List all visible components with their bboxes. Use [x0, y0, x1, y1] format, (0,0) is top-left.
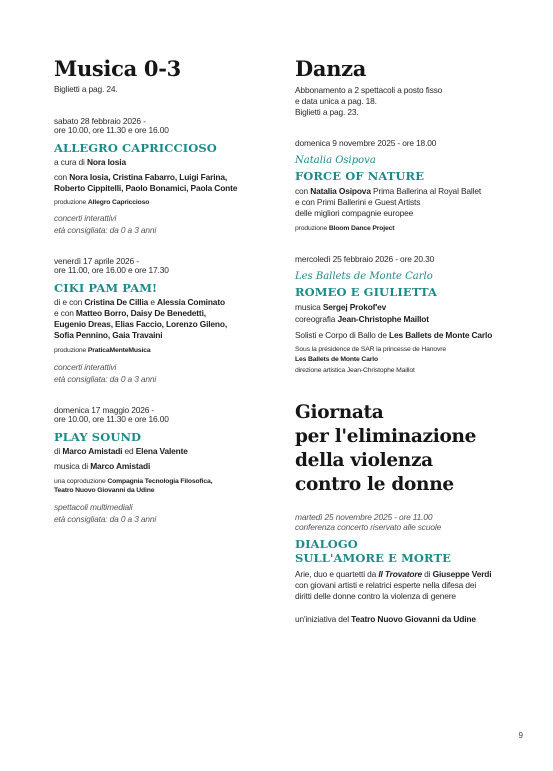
event-initiative: un'iniziativa del Teatro Nuovo Giovanni da Udine — [295, 614, 476, 624]
event-title: PLAY SOUND — [54, 430, 142, 444]
event-time: ore 10.00, ore 11.30 e ore 16.00 — [54, 414, 169, 424]
event-age: età consigliata: da 0 a 3 anni — [54, 225, 157, 235]
event-cast: delle migliori compagnie europee — [295, 208, 414, 218]
event-title: FORCE OF NATURE — [295, 169, 425, 183]
event-cast: Eugenio Dreas, Elias Faccio, Lorenzo Gileno, — [54, 319, 228, 329]
event-curator: a cura di Nora Iosia — [54, 157, 126, 167]
event-note: spettacoli multimediali — [54, 502, 133, 512]
event-date: mercoledì 25 febbraio 2026 - ore 20.30 — [295, 254, 435, 264]
event-cast: Sofia Pennino, Gaia Travaini — [54, 330, 163, 340]
event-age: età consigliata: da 0 a 3 anni — [54, 374, 157, 384]
giornata-title: contro le donne — [295, 474, 454, 495]
event-cast: e con Matteo Borro, Daisy De Benedetti, — [54, 308, 206, 318]
event-age: età consigliata: da 0 a 3 anni — [54, 514, 157, 524]
event-time: ore 11.00, ore 16.00 e ore 17.30 — [54, 265, 169, 275]
giornata-title: Giornata — [295, 402, 384, 423]
event-soloists: Solisti e Corpo di Ballo de Les Ballets de Monte Carlo — [295, 330, 493, 340]
danza-intro: e data unica a pag. 18. — [295, 96, 377, 106]
event-choreography: coreografia Jean-Christophe Maillot — [295, 314, 429, 324]
giornata-title: per l'eliminazione — [295, 426, 477, 447]
event-artistic-direction: direzione artistica Jean-Christophe Maillot — [295, 367, 415, 374]
event-company-name: Les Ballets de Monte Carlo — [295, 356, 378, 363]
event-date: venerdì 17 aprile 2026 - — [54, 256, 139, 266]
event-time: ore 10.00, ore 11.30 e ore 16.00 — [54, 125, 169, 135]
section-title-musica: Musica 0-3 — [54, 56, 181, 81]
event-coproduction: una coproduzione Compagnia Tecnologia Filosofica, — [54, 478, 213, 485]
event-title: DIALOGO — [295, 537, 358, 551]
event-cast: con Nora Iosia, Cristina Fabarro, Luigi Farina, — [54, 172, 228, 182]
event-coproduction: Teatro Nuovo Giovanni da Udine — [54, 487, 155, 494]
event-title: SULL'AMORE E MORTE — [295, 551, 452, 565]
event-music: musica Sergej Prokof'ev — [295, 302, 387, 312]
event-authors: di Marco Amistadi ed Elena Valente — [54, 446, 188, 456]
event-title: ALLEGRO CAPRICCIOSO — [54, 141, 217, 155]
event-description: diritti delle donne contro la violenza di genere — [295, 591, 456, 601]
event-description: Arie, duo e quartetti da Il Trovatore di Giuseppe Verdi — [295, 569, 492, 579]
event-note: conferenza concerto riservato alle scuole — [295, 522, 442, 532]
event-cast: con Natalia Osipova Prima Ballerina al Royal Ballet — [295, 186, 482, 196]
danza-intro: Biglietti a pag. 23. — [295, 107, 359, 117]
event-date: domenica 9 novembre 2025 - ore 18.00 — [295, 138, 437, 148]
page-number: 9 — [518, 731, 523, 740]
event-date: domenica 17 maggio 2026 - — [54, 405, 155, 415]
danza-intro: Abbonamento a 2 spettacoli a posto fisso — [295, 85, 443, 95]
event-note: concerti interattivi — [54, 213, 117, 223]
event-production: produzione PraticaMenteMusica — [54, 347, 151, 354]
event-date: sabato 28 febbraio 2026 - — [54, 116, 146, 126]
event-production: produzione Bloom Dance Project — [295, 225, 395, 232]
event-company: Natalia Osipova — [295, 155, 376, 166]
event-description: con giovani artisti e relatrici esperte nella difesa dei — [295, 580, 477, 590]
event-note: concerti interattivi — [54, 362, 117, 372]
event-title: ROMEO E GIULIETTA — [295, 285, 438, 299]
giornata-title: della violenza — [295, 450, 433, 471]
event-date: martedì 25 novembre 2025 - ore 11.00 — [295, 512, 433, 522]
section-title-danza: Danza — [295, 56, 367, 81]
event-patronage: Sous la présidence de SAR la princesse de Hanovre — [295, 346, 446, 353]
event-music: musica di Marco Amistadi — [54, 461, 151, 471]
event-company: Les Ballets de Monte Carlo — [295, 271, 433, 282]
event-title: CIKI PAM PAM! — [54, 281, 158, 295]
event-cast: e con Primi Ballerini e Guest Artists — [295, 197, 421, 207]
event-cast: di e con Cristina De Cillia e Alessia Cominato — [54, 297, 225, 307]
event-cast: Roberto Cippitelli, Paolo Bonamici, Paola Conte — [54, 183, 238, 193]
musica-intro: Biglietti a pag. 24. — [54, 84, 118, 94]
event-production: produzione Allegro Capriccioso — [54, 199, 150, 206]
